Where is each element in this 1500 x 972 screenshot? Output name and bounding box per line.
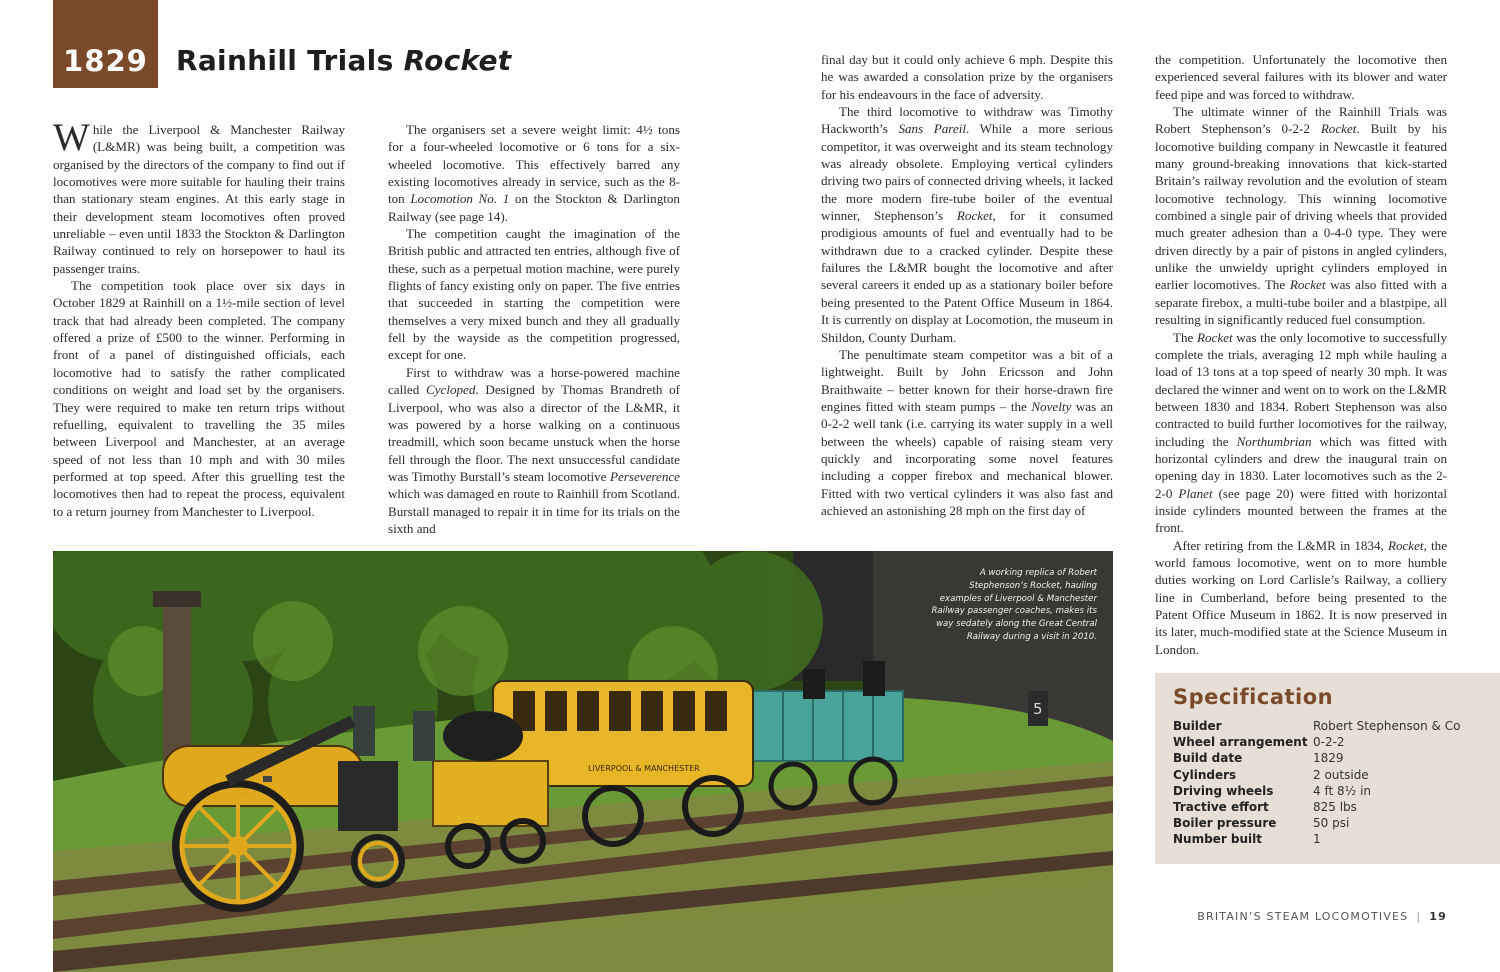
paragraph: First to withdraw was a horse-powered machine called Cycloped. Designed by Thomas Brandreth of Liverpool, who was also a director of the L&MR, it was powered by a horse walking on a continuous treadmill, which soon became unstuck when the horse fell through the floor. The next unsuccessful candidate was Timothy Burstall’s steam locomotive Perseverence which was damaged en route to Rainhill from Scotland. Burstall managed to repair it in time for its trials on the sixth and <box>388 364 680 536</box>
spec-row <box>1173 767 1482 783</box>
title-italic: Rocket <box>403 44 512 77</box>
spec-key: Builder <box>1173 719 1222 733</box>
spec-row <box>1173 815 1482 831</box>
spec-key: Number built <box>1173 832 1263 847</box>
text-column-3 <box>821 51 1113 519</box>
paragraph: The Rocket was the only locomotive to successfully complete the trials, averaging 12 mph while hauling a load of 13 tons at a top speed of nearly 30 mph. It was declared the winner and went on to work on the L&MR between 1830 and 1834. Robert Stephenson was also contracted to build further locomotives for the railway, including the Northumbrian which was fitted with horizontal cylinders and drew the inaugural train on opening day in 1830. Later locomotives such as the 2-2-0 Planet (see page 20) were fitted with horizontal inside cylinders mounted between the frames at the front. <box>1155 329 1447 536</box>
spec-key: Tractive effort <box>1173 800 1269 815</box>
book-title: BRITAIN’S STEAM LOCOMOTIVES <box>1197 910 1409 923</box>
loco-name: Northumbrian <box>1236 433 1312 449</box>
spec-row <box>1173 734 1482 750</box>
loco-name: Planet <box>1178 485 1213 501</box>
spec-row <box>1173 831 1482 847</box>
spec-row <box>1173 750 1482 766</box>
paragraph: The organisers set a severe weight limit: 4½ tons for a four-wheeled locomotive or 6 tons for a six-wheeled locomotive. This effectively barred any existing locomotives already in service, such as the 8-ton Locomotion No. 1 on the Stockton & Darlington Railway (see page 14). <box>388 122 680 224</box>
spec-key: Boiler pressure <box>1173 816 1277 831</box>
spec-row <box>1173 718 1482 734</box>
loco-name: Rocket <box>1196 329 1233 345</box>
spec-value: Robert Stephenson & Co <box>1313 719 1461 733</box>
spec-value: 0-2-2 <box>1313 735 1345 750</box>
loco-name: Sans Pareil <box>898 121 966 137</box>
spec-row <box>1173 799 1482 815</box>
text-column-1 <box>53 116 345 520</box>
paragraph: The competition took place over six days in October 1829 at Rainhill on a 1½-mile section of level track that had already been completed. The company offered a prize of £500 to the winner. Performing in front of a panel of distinguished officials, each locomotive had to satisfy the rather complicated conditions on weight and load set by the organisers. They were required to make ten return trips without refuelling, equivalent to travelling the 35 miles between Liverpool and Manchester, at an average speed of not less than 10 mph and with 30 miles performed at top speed. After this gruelling test the locomotives then had to repeat the process, equivalent to a return journey from Manchester to Liverpool. <box>53 278 345 519</box>
photo-caption: A working replica of Robert Stephenson’s Rocket, hauling examples of Liverpool & Manchester Railway passenger coaches, makes its way sedately along the Great Central Railway during a visit in 2010. <box>931 568 1097 642</box>
coach-lettering: LIVERPOOL & MANCHESTER <box>588 764 700 773</box>
loco-name: Rocket <box>1320 121 1357 137</box>
paragraph: the competition. Unfortunately the locomotive then experienced several failures with its blower and water feed pipe and was forced to withdraw. <box>1155 52 1447 102</box>
track-post-number: 5 <box>1033 700 1043 718</box>
paragraph: The penultimate steam competitor was a bit of a lightweight. Built by John Ericsson and John Braithwaite – better known for their horse-drawn fire engines fitted with steam pumps – the Novelty was an 0-2-2 well tank (i.e. carrying its water supply in a well between the wheels) capable of raising steam very quickly and incorporating some novel features including a copper firebox and mechanical blower. Fitted with two vertical cylinders it was also fast and achieved an astonishing 28 mph on the first day of <box>821 346 1114 518</box>
loco-name: Novelty <box>1031 398 1072 414</box>
loco-name: Rocket <box>1387 537 1424 553</box>
page-title <box>176 44 511 77</box>
loco-name: Locomotion No. 1 <box>410 191 510 207</box>
text-column-2 <box>388 121 680 537</box>
loco-name: Rocket <box>956 208 993 224</box>
spec-value: 50 psi <box>1313 816 1350 831</box>
spec-value: 2 outside <box>1313 767 1369 782</box>
spec-key: Build date <box>1173 751 1243 766</box>
loco-name: Rocket <box>1289 277 1326 293</box>
year-badge <box>53 0 158 88</box>
spec-key: Driving wheels <box>1173 783 1274 798</box>
loco-nameplate: ROCKET <box>238 788 263 795</box>
spec-key: Cylinders <box>1173 767 1237 782</box>
paragraph-text: hile the Liverpool & Manchester Railway (L&MR) was being built, a competition was organised by the directors of the company to find out if locomotives were more suitable for hauling their trains than stationary steam engines. At this early stage in their development steam locomotives often proved unreliable – even until 1833 the Stockton & Darlington Railway continued to rely on horsepower to haul its passenger trains. <box>53 122 345 276</box>
paragraph: After retiring from the L&MR in 1834, Rocket, the world famous locomotive, went on to more humble duties working on Lord Carlisle’s Railway, a colliery line in Cumberland, before being presented to the Patent Office Museum in 1862. It is now preserved in its later, much-modified state at the Science Museum in London. <box>1155 537 1448 657</box>
year-text: 1829 <box>63 44 148 78</box>
paragraph: final day but it could only achieve 6 mph. Despite this he was awarded a consolation prize by the organisers for his endeavours in the face of adversity. <box>821 52 1113 102</box>
spec-value: 1829 <box>1313 751 1344 766</box>
loco-name: Cycloped <box>425 382 476 398</box>
drop-cap: W <box>53 116 90 159</box>
paragraph: The third locomotive to withdraw was Timothy Hackworth’s Sans Pareil. While a more serious competitor, it was overweight and its steam technology was already obsolete. Employing vertical cylinders driving two pairs of connected driving wheels, it lacked the more modern fire-tube boiler of the eventual winner, Stephenson’s Rocket, for it consumed prodigious amounts of fuel and eventually had to be withdrawn due to a cracked cylinder. Despite these failures the L&MR bought the locomotive and after several careers it ended up as a stationary boiler before being presented to the Patent Office Museum in 1864. It is currently on display at Locomotion, the museum in Shildon, County Durham. <box>821 104 1113 345</box>
spec-value: 825 lbs <box>1313 800 1357 815</box>
paragraph <box>53 116 345 277</box>
spec-value: 4 ft 8½ in <box>1313 783 1372 798</box>
paragraph: The ultimate winner of the Rainhill Trials was Robert Stephenson’s 0-2-2 Rocket. Built by his locomotive building company in Newcastle it featured many ground-breaking innovations that kick-started Britain’s railway revolution and the evolution of steam locomotive technology. This winning locomotive combined a single pair of driving wheels that provided much greater adhesion than a 0-4-0 type. They were driven directly by a pair of pistons in angled cylinders, unlike the unwieldy upright cylinders employed in earlier locomotives. The Rocket was also fitted with a separate firebox, a multi-tube boiler and a blastpipe, all resulting in significantly reduced fuel consumption. <box>1155 104 1447 328</box>
rocket-photo <box>53 551 1113 972</box>
text-column-4 <box>1155 51 1447 658</box>
page-number: 19 <box>1429 910 1447 923</box>
running-footer: BRITAIN’S STEAM LOCOMOTIVES | 19 <box>1197 910 1447 923</box>
spec-key: Wheel arrangement <box>1173 735 1308 750</box>
spec-title: Specification <box>1173 685 1334 709</box>
paragraph: The competition caught the imagination of the British public and attracted ten entries, although five of these, such as a perpetual motion machine, were purely flights of fancy existing only on paper. The five entries that succeeded in starting the competition were themselves a very mixed bunch and they all gradually fell by the wayside as the competition progressed, except for one. <box>388 226 680 363</box>
specification-box <box>1155 673 1500 864</box>
spec-value: 1 <box>1313 832 1321 847</box>
title-main: Rainhill Trials <box>176 44 394 77</box>
loco-name: Perseverence <box>609 468 680 484</box>
spec-row <box>1173 783 1482 799</box>
